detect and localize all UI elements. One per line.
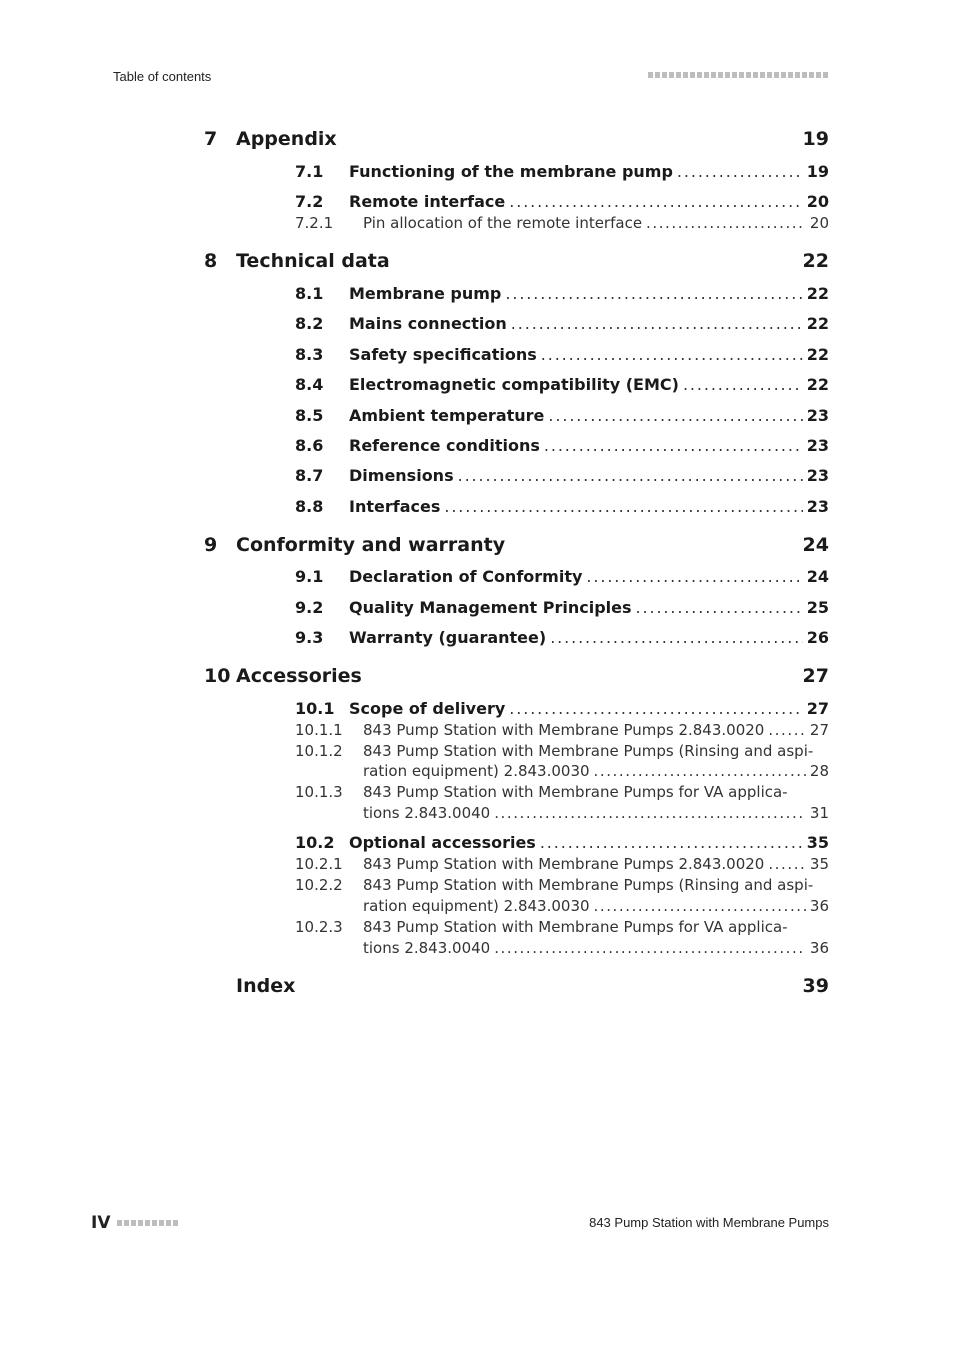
leader-dots xyxy=(540,833,803,852)
toc-subsection-title-line2: ration equipment) 2.843.0030 xyxy=(363,897,590,915)
leader-dots xyxy=(594,897,806,915)
toc-chapter-page: 27 xyxy=(802,665,829,687)
toc-subsection-page: 31 xyxy=(809,804,829,822)
toc-chapter-8[interactable] xyxy=(204,250,829,276)
toc-section-number: 7.2 xyxy=(295,192,324,211)
toc-section-page: 26 xyxy=(806,628,829,647)
leader-dots xyxy=(768,855,806,873)
toc-section-page: 25 xyxy=(806,598,829,617)
toc-subsection-page: 27 xyxy=(809,721,829,739)
toc-section-title: Electromagnetic compatibility (EMC) xyxy=(349,375,679,394)
toc-section-7-2[interactable] xyxy=(295,192,829,214)
toc-section-title: Ambient temperature xyxy=(349,406,545,425)
toc-subsection-title-line1: 843 Pump Station with Membrane Pumps for VA applica- xyxy=(363,783,788,801)
toc-subsection-number: 10.1.1 xyxy=(295,721,343,739)
leader-dots xyxy=(541,345,803,364)
toc-section-number: 8.3 xyxy=(295,345,324,364)
toc-chapter-title: Accessories xyxy=(236,665,362,687)
page-number: IV xyxy=(91,1213,111,1233)
toc-subsection-number: 10.1.2 xyxy=(295,742,343,760)
toc-section-title: Membrane pump xyxy=(349,284,502,303)
leader-dots xyxy=(494,939,806,957)
toc-section-title: Warranty (guarantee) xyxy=(349,628,547,647)
toc-subsection-title: 843 Pump Station with Membrane Pumps 2.843.0020 xyxy=(363,855,765,873)
toc-section-title: Scope of delivery xyxy=(349,699,506,718)
leader-dots xyxy=(768,721,806,739)
toc-subsection-page: 28 xyxy=(809,762,829,780)
toc-section-title: Reference conditions xyxy=(349,436,540,455)
toc-subsection-10-1-1[interactable] xyxy=(295,721,829,742)
toc-chapter-page: 19 xyxy=(802,128,829,150)
toc-section-page: 22 xyxy=(806,345,829,364)
toc-section-title: Interfaces xyxy=(349,497,441,516)
toc-subsection-10-2-1[interactable] xyxy=(295,855,829,876)
footer-decoration-squares xyxy=(117,1220,178,1226)
toc-section-number: 8.1 xyxy=(295,284,324,303)
toc-section-page: 23 xyxy=(806,406,829,425)
leader-dots xyxy=(677,162,803,181)
toc-subsection-number: 10.2.2 xyxy=(295,876,343,894)
toc-section-number: 10.2 xyxy=(295,833,335,852)
toc-chapter-10[interactable] xyxy=(204,665,829,691)
toc-subsection-10-1-3[interactable] xyxy=(295,783,829,804)
running-header-title: Table of contents xyxy=(113,69,212,84)
leader-dots xyxy=(505,284,802,303)
toc-chapter-title: Appendix xyxy=(236,128,337,150)
toc-subsection-page: 36 xyxy=(809,897,829,915)
toc-section-number: 9.1 xyxy=(295,567,324,586)
toc-subsection-page: 36 xyxy=(809,939,829,957)
toc-subsection-10-2-3[interactable] xyxy=(295,918,829,939)
toc-subsection-title-line1: 843 Pump Station with Membrane Pumps for VA applica- xyxy=(363,918,788,936)
toc-subsection-title: Pin allocation of the remote interface xyxy=(363,214,643,232)
toc-index[interactable] xyxy=(204,975,829,1001)
leader-dots xyxy=(586,567,802,586)
toc-subsection-page: 35 xyxy=(809,855,829,873)
footer-page-marker xyxy=(91,1213,178,1233)
toc-section-number: 7.1 xyxy=(295,162,324,181)
toc-subsection-10-2-2[interactable] xyxy=(295,876,829,897)
toc-section-page: 23 xyxy=(806,436,829,455)
toc-chapter-title: Index xyxy=(236,975,296,997)
toc-chapter-title: Technical data xyxy=(236,250,390,272)
toc-section-page: 19 xyxy=(806,162,829,181)
toc-section-title: Quality Management Principles xyxy=(349,598,632,617)
toc-section-9-1[interactable] xyxy=(295,567,829,589)
toc-subsection-7-2-1[interactable] xyxy=(295,214,829,235)
toc-subsection-number: 10.2.3 xyxy=(295,918,343,936)
toc-subsection-title-line2: tions 2.843.0040 xyxy=(363,804,491,822)
running-footer-title: 843 Pump Station with Membrane Pumps xyxy=(589,1215,829,1230)
toc-section-title: Dimensions xyxy=(349,466,454,485)
toc-section-8-4[interactable] xyxy=(295,375,829,397)
toc-section-page: 23 xyxy=(806,497,829,516)
toc-section-number: 9.2 xyxy=(295,598,324,617)
leader-dots xyxy=(494,804,806,822)
toc-section-10-2[interactable] xyxy=(295,833,829,855)
leader-dots xyxy=(444,497,802,516)
toc-chapter-7[interactable] xyxy=(204,128,829,154)
toc-subsection-10-1-3-cont[interactable] xyxy=(363,804,829,825)
toc-section-8-2[interactable] xyxy=(295,314,829,336)
toc-section-number: 8.4 xyxy=(295,375,324,394)
toc-subsection-title-line2: tions 2.843.0040 xyxy=(363,939,491,957)
toc-section-number: 9.3 xyxy=(295,628,324,647)
leader-dots xyxy=(636,598,803,617)
toc-subsection-number: 10.2.1 xyxy=(295,855,343,873)
toc-section-page: 22 xyxy=(806,375,829,394)
toc-section-page: 35 xyxy=(806,833,829,852)
toc-section-7-1[interactable] xyxy=(295,162,829,184)
toc-section-title: Functioning of the membrane pump xyxy=(349,162,673,181)
toc-subsection-number: 7.2.1 xyxy=(295,214,334,232)
leader-dots xyxy=(594,762,806,780)
toc-section-9-3[interactable] xyxy=(295,628,829,650)
toc-subsection-title-line1: 843 Pump Station with Membrane Pumps (Rinsing and aspi- xyxy=(363,876,814,894)
toc-section-8-6[interactable] xyxy=(295,436,829,458)
toc-chapter-9[interactable] xyxy=(204,534,829,560)
toc-section-8-3[interactable] xyxy=(295,345,829,367)
toc-chapter-page: 24 xyxy=(802,534,829,556)
leader-dots xyxy=(683,375,803,394)
toc-section-10-1[interactable] xyxy=(295,699,829,721)
leader-dots xyxy=(646,214,806,232)
toc-subsection-number: 10.1.3 xyxy=(295,783,343,801)
toc-chapter-title: Conformity and warranty xyxy=(236,534,506,556)
leader-dots xyxy=(458,466,803,485)
toc-section-8-5[interactable] xyxy=(295,406,829,428)
toc-chapter-page: 39 xyxy=(802,975,829,997)
toc-section-page: 23 xyxy=(806,466,829,485)
toc-section-9-2[interactable] xyxy=(295,598,829,620)
toc-section-number: 8.6 xyxy=(295,436,324,455)
toc-section-title: Safety specifications xyxy=(349,345,537,364)
toc-subsection-title-line2: ration equipment) 2.843.0030 xyxy=(363,762,590,780)
toc-chapter-page: 22 xyxy=(802,250,829,272)
leader-dots xyxy=(548,406,802,425)
leader-dots xyxy=(511,314,803,333)
toc-section-number: 10.1 xyxy=(295,699,335,718)
toc-section-number: 8.2 xyxy=(295,314,324,333)
toc-section-8-8[interactable] xyxy=(295,497,829,519)
toc-chapter-number: 10 xyxy=(204,665,231,687)
toc-section-page: 22 xyxy=(806,314,829,333)
toc-section-title: Declaration of Conformity xyxy=(349,567,583,586)
toc-subsection-10-1-2[interactable] xyxy=(295,742,829,763)
header-decoration-squares xyxy=(648,72,828,80)
toc-section-title: Mains connection xyxy=(349,314,507,333)
toc-subsection-title: 843 Pump Station with Membrane Pumps 2.843.0020 xyxy=(363,721,765,739)
toc-section-8-1[interactable] xyxy=(295,284,829,306)
toc-subsection-10-2-3-cont[interactable] xyxy=(363,939,829,960)
toc-subsection-10-2-2-cont[interactable] xyxy=(363,897,829,918)
leader-dots xyxy=(509,699,802,718)
leader-dots xyxy=(550,628,803,647)
toc-subsection-title-line1: 843 Pump Station with Membrane Pumps (Rinsing and aspi- xyxy=(363,742,814,760)
toc-section-page: 20 xyxy=(806,192,829,211)
toc-section-number: 8.8 xyxy=(295,497,324,516)
toc-section-title: Optional accessories xyxy=(349,833,536,852)
toc-chapter-number: 9 xyxy=(204,534,218,556)
leader-dots xyxy=(509,192,802,211)
toc-section-8-7[interactable] xyxy=(295,466,829,488)
toc-chapter-number: 7 xyxy=(204,128,218,150)
toc-section-number: 8.7 xyxy=(295,466,324,485)
toc-subsection-10-1-2-cont[interactable] xyxy=(363,762,829,783)
toc-section-page: 22 xyxy=(806,284,829,303)
toc-section-page: 24 xyxy=(806,567,829,586)
toc-subsection-page: 20 xyxy=(809,214,829,232)
leader-dots xyxy=(544,436,803,455)
toc-section-number: 8.5 xyxy=(295,406,324,425)
toc-section-page: 27 xyxy=(806,699,829,718)
toc-section-title: Remote interface xyxy=(349,192,506,211)
toc-chapter-number: 8 xyxy=(204,250,218,272)
